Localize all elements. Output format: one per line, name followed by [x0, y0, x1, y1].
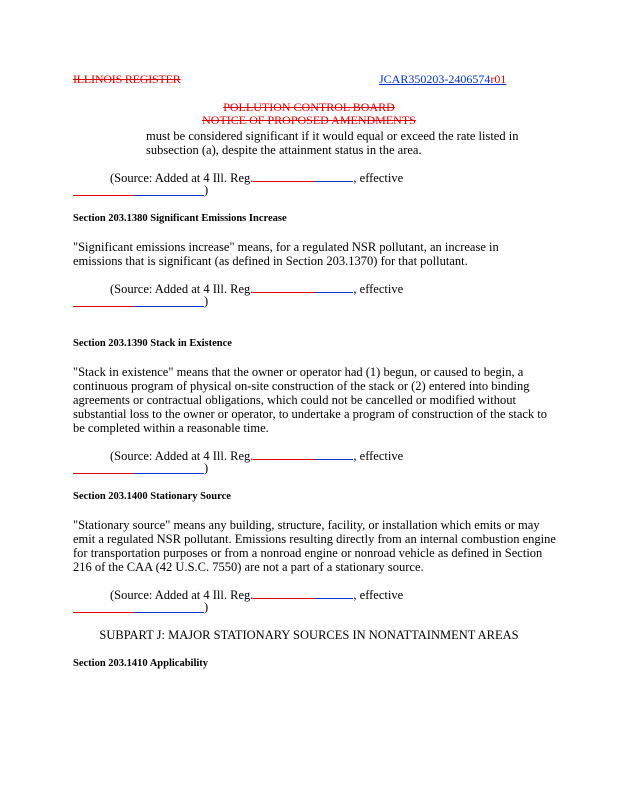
section-1380-line-1: "Significant emissions increase" means, for a regulated NSR pollutant, an increase in: [73, 240, 499, 254]
section-1390-line-2: continuous program of physical on-site construction of the stack or (2) entered into binding: [73, 379, 530, 393]
source-prefix: (Source: Added at 4: [110, 588, 210, 602]
document-id-main: JCAR350203-2406574: [379, 72, 491, 86]
section-1400-line-4: 216 of the CAA (42 U.S.C. 7550) are not a part of a stationary source.: [73, 560, 424, 574]
section-heading-1380: Section 203.1380 Significant Emissions Increase: [73, 213, 287, 224]
agency-name: POLLUTION CONTROL BOARD: [223, 100, 395, 114]
blank-red: [253, 588, 315, 599]
section-1390-line-4: substantial loss to the owner or operator, to undertake a program of construction of the stack to: [73, 407, 548, 421]
document-id: [379, 72, 506, 87]
source-underline-blue: [134, 306, 204, 307]
section-1400-line-2: emit a regulated NSR pollutant. Emissions resulting directly from an internal combustion engine: [73, 532, 556, 546]
source-underline-blue: [134, 473, 204, 474]
section-1390-line-1: "Stack in existence" means that the owner or operator had (1) begun, or caused to begin, a: [73, 365, 524, 379]
section-heading-1400: Section 203.1400 Stationary Source: [73, 491, 231, 502]
source-prefix: (Source: Added at 4: [110, 282, 210, 296]
source-reg: Ill. Reg.: [212, 449, 254, 463]
section-1390-line-5: be completed within a reasonable time.: [73, 421, 269, 435]
section-heading-1410: Section 203.1410 Applicability: [73, 658, 209, 669]
source-note: [110, 171, 403, 186]
continuation-line-1: must be considered significant if it would equal or exceed the rate listed in: [146, 129, 519, 143]
blank-red: [253, 282, 315, 293]
section-1400-line-3: for transportation purposes or from a nonroad engine or nonroad vehicle as defined in Section: [73, 546, 543, 560]
source-effective: , effective: [353, 171, 404, 185]
blank-blue: [315, 171, 353, 182]
document-id-suffix: r01: [490, 72, 507, 86]
source-reg: Ill. Reg.: [212, 171, 254, 185]
continuation-line-2: subsection (a), despite the attainment status in the area.: [146, 143, 422, 157]
subpart-heading: SUBPART J: MAJOR STATIONARY SOURCES IN NONATTAINMENT AREAS: [99, 628, 519, 642]
source-effective: , effective: [353, 449, 404, 463]
source-effective: , effective: [353, 282, 404, 296]
source-underline-blue: [134, 612, 204, 613]
source-effective: , effective: [353, 588, 404, 602]
source-underline-red: [73, 473, 134, 474]
source-prefix: (Source: Added at 4: [110, 449, 210, 463]
source-underline-red: [73, 306, 134, 307]
source-underline-blue: [134, 195, 204, 196]
source-note: [110, 449, 403, 464]
section-1390-line-3: agreements or contractual obligations, which could not be cancelled or modified without: [73, 393, 516, 407]
source-underline-red: [73, 195, 134, 196]
source-close: ): [204, 600, 209, 614]
section-heading-1390: Section 203.1390 Stack in Existence: [73, 338, 232, 349]
register-title: ILLINOIS REGISTER: [73, 72, 181, 86]
blank-blue: [315, 588, 353, 599]
blank-red: [253, 171, 315, 182]
source-close: ): [204, 294, 209, 308]
source-close: ): [204, 183, 209, 197]
source-reg: Ill. Reg.: [212, 282, 254, 296]
section-1400-line-1: "Stationary source" means any building, structure, facility, or installation which emits or may: [73, 518, 540, 532]
source-underline-red: [73, 612, 134, 613]
blank-blue: [315, 282, 353, 293]
source-note: [110, 588, 403, 603]
section-1380-line-2: emissions that is significant (as defined in Section 203.1370) for that pollutant.: [73, 254, 468, 268]
blank-red: [253, 449, 315, 460]
source-close: ): [204, 461, 209, 475]
source-prefix: (Source: Added at 4: [110, 171, 210, 185]
blank-blue: [315, 449, 353, 460]
source-note: [110, 282, 403, 297]
notice-title: NOTICE OF PROPOSED AMENDMENTS: [202, 113, 416, 127]
source-reg: Ill. Reg.: [212, 588, 254, 602]
